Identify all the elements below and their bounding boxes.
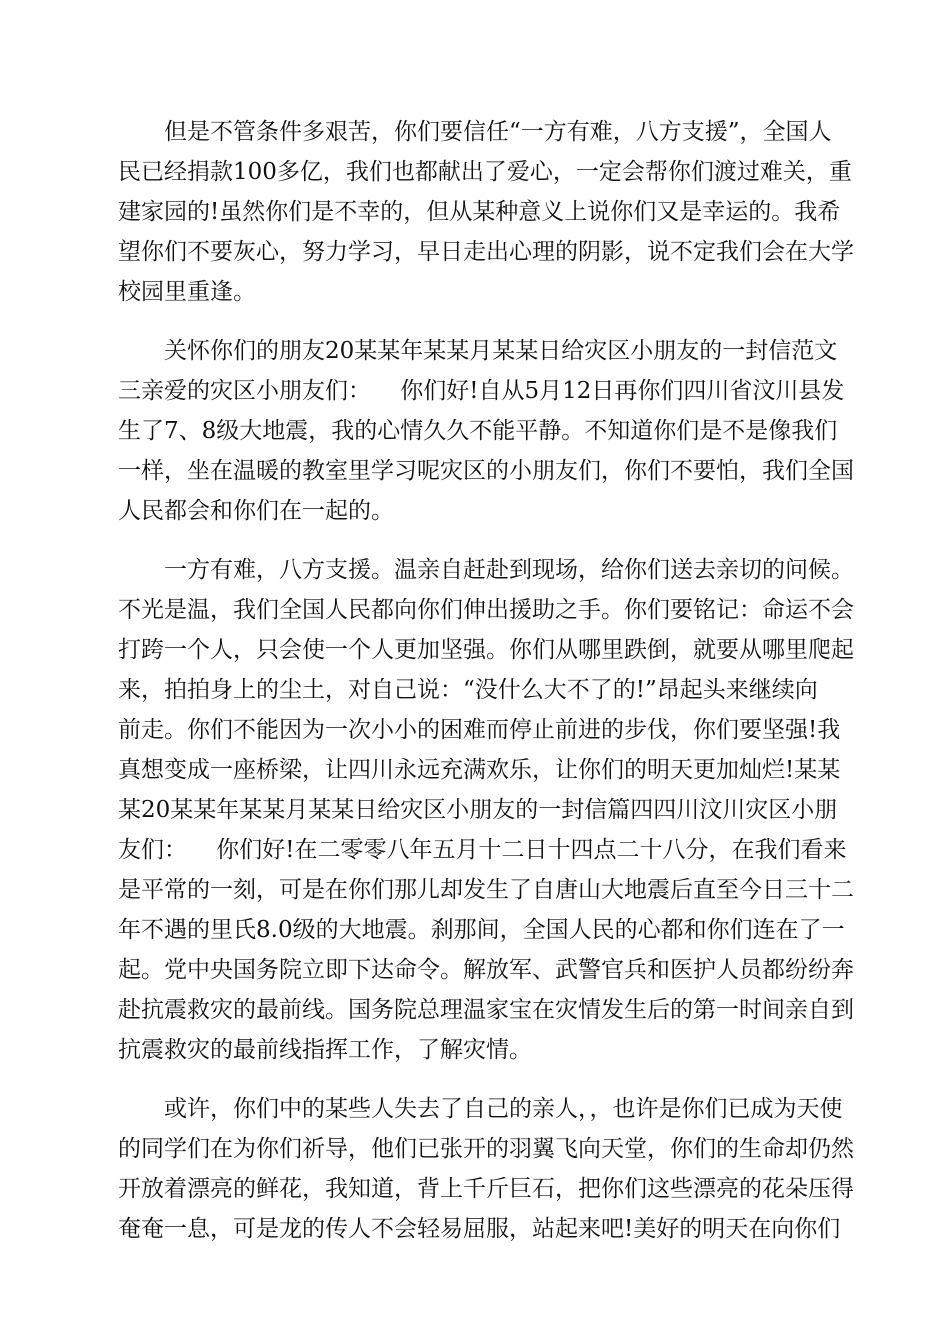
text-line: 不光是温，我们全国人民都向你们伸出援助之手。你们要铭记：命运不会	[118, 597, 854, 623]
text-line: 建家园的!虽然你们是不幸的，但从某种意义上说你们又是幸运的。我希	[118, 199, 841, 225]
text-line: 赴抗震救灾的最前线。国务院总理温家宝在灾情发生后的第一时间亲自到	[118, 997, 854, 1023]
text-line: 某20某某年某某月某某日给灾区小朋友的一封信篇四四川汶川灾区小朋	[118, 797, 838, 823]
text-line: 打跨一个人，只会使一个人更加坚强。你们从哪里跌倒，就要从哪里爬起	[118, 637, 854, 663]
text-line: 望你们不要灰心，努力学习，早日走出心理的阴影，说不定我们会在大学	[118, 239, 854, 265]
text-line: 的同学们在为你们祈导，他们已张开的羽翼飞向天堂，你们的生命却仍然	[118, 1136, 854, 1162]
text-line: 一样，坐在温暖的教室里学习呢灾区的小朋友们，你们不要怕，我们全国	[118, 458, 854, 484]
text-line: 奄奄一息，可是龙的传人不会轻易屈服，站起来吧!美好的明天在向你们	[118, 1216, 841, 1242]
text-line: 但是不管条件多艰苦，你们要信任“一方有难，八方支援”，全国人	[164, 119, 832, 145]
text-line: 校园里重逢。	[118, 279, 256, 305]
text-line: 友们： 你们好!在二零零八年五月十二日十四点二十八分，在我们看来	[118, 837, 847, 863]
text-line: 关怀你们的朋友20某某年某某月某某日给灾区小朋友的一封信范文	[164, 338, 838, 364]
text-line: 人民都会和你们在一起的。	[118, 498, 394, 524]
document-body	[118, 112, 854, 1268]
paragraph-4	[118, 1089, 854, 1249]
text-line: 生了7、8级大地震，我的心情久久不能平静。不知道你们是不是像我们	[118, 418, 838, 444]
text-line: 开放着漂亮的鲜花，我知道，背上千斤巨石，把你们这些漂亮的花朵压得	[118, 1176, 854, 1202]
paragraph-1	[118, 112, 854, 312]
text-line: 一方有难，八方支援。温亲自赶赴到现场，给你们送去亲切的问候。	[164, 557, 854, 583]
text-line: 真想变成一座桥梁，让四川永远充满欢乐，让你们的明天更加灿烂!某某	[118, 757, 841, 783]
text-line: 抗震救灾的最前线指挥工作，了解灾情。	[118, 1037, 532, 1063]
text-line: 是平常的一刻，可是在你们那儿却发生了自唐山大地震后直至今日三十二	[118, 877, 854, 903]
paragraph-2	[118, 331, 854, 531]
text-line: 三亲爱的灾区小朋友们： 你们好!自从5月12日再你们四川省汶川县发	[118, 378, 845, 404]
text-line: 年不遇的里氏8.0级的大地震。刹那间，全国人民的心都和你们连在了一	[118, 917, 845, 943]
text-line: 来，拍拍身上的尘土，对自己说：“没什么大不了的!”昂起头来继续向	[118, 677, 818, 703]
text-line: 或许，你们中的某些人失去了自己的亲人，，也许是你们已成为天使	[164, 1096, 843, 1122]
text-line: 民已经捐款100多亿，我们也都献出了爱心，一定会帮你们渡过难关，重	[118, 159, 852, 185]
text-line: 起。党中央国务院立即下达命令。解放军、武警官兵和医护人员都纷纷奔	[118, 957, 854, 983]
text-line: 前走。你们不能因为一次小小的困难而停止前进的步伐，你们要坚强!我	[118, 717, 841, 743]
paragraph-3	[118, 550, 854, 1070]
